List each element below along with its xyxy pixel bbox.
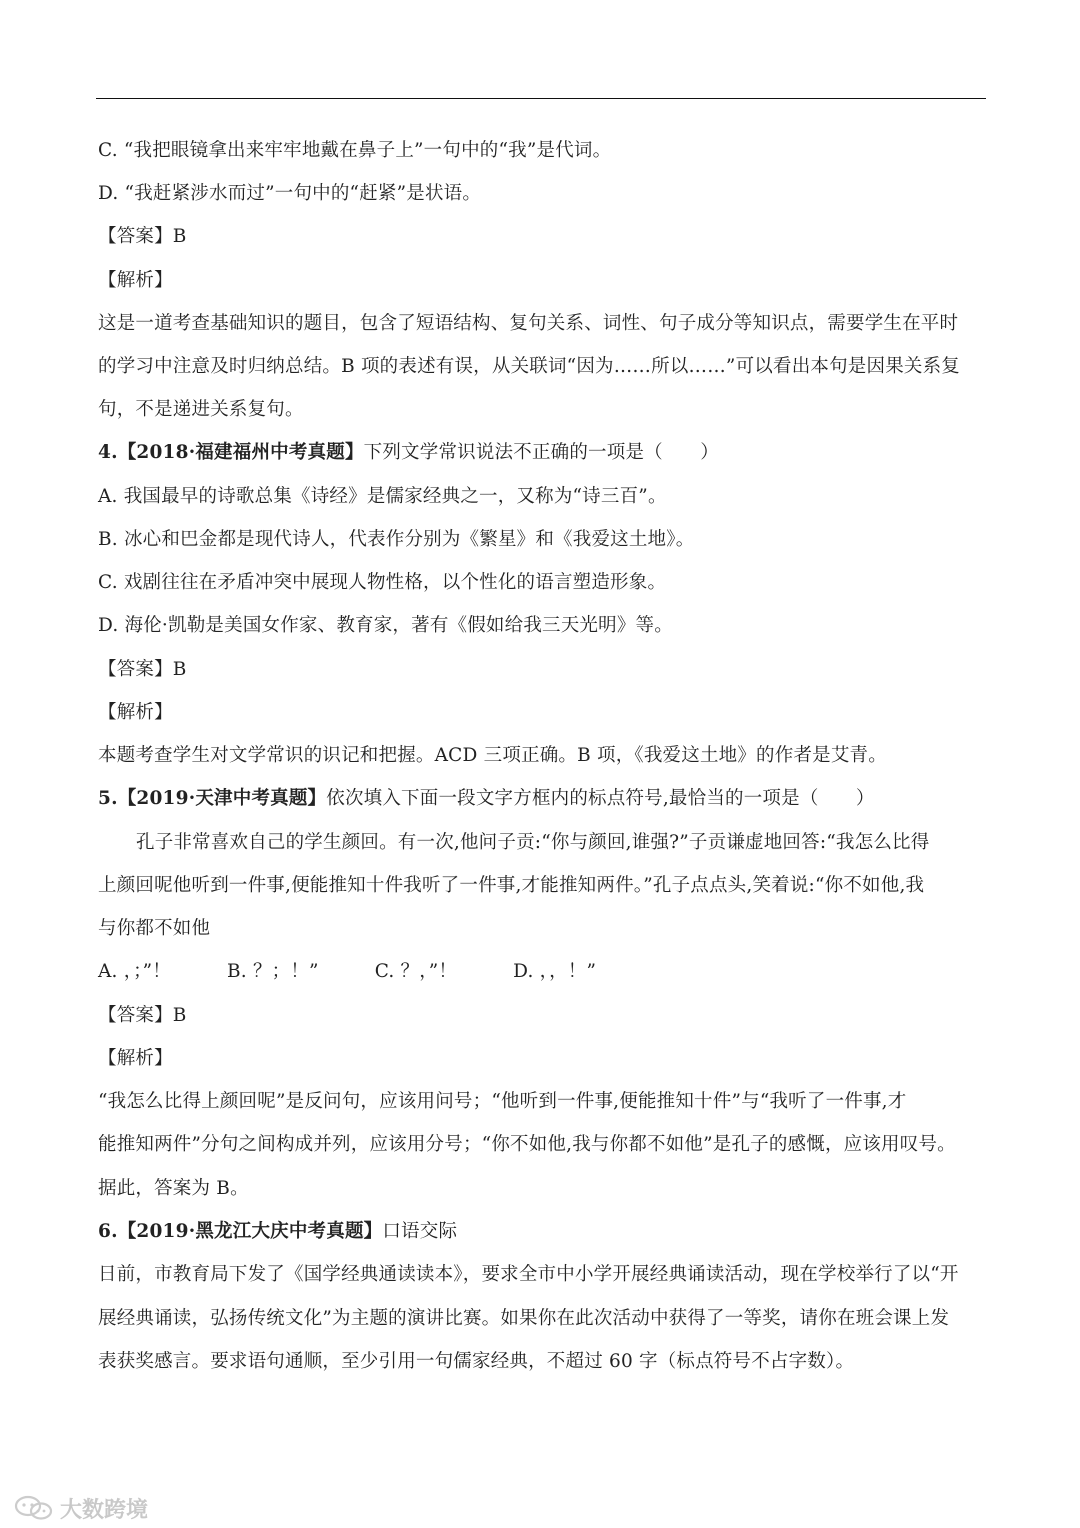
analysis-text-line: 本题考查学生对文学常识的识记和把握。ACD 三项正确。B 项，《我爱这土地》的作者是艾青。 xyxy=(98,745,887,766)
question-4-source: 4.【2018·福建福州中考真题】 xyxy=(98,442,364,463)
option-d-line: D. “我赶紧涉水而过”一句中的“赶紧”是状语。 xyxy=(98,183,482,204)
question-text-line: 日前，市教育局下发了《国学经典通读读本》，要求全市中小学开展经典诵读活动，现在学校举行了以“开 xyxy=(98,1264,959,1285)
analysis-text-line: “我怎么比得上颜回呢”是反问句，应该用问号；“他听到一件事,便能推知十件”与“我听了一件事,才 xyxy=(98,1091,907,1112)
wechat-logo-icon xyxy=(14,1495,54,1521)
option-c-line: C. “我把眼镜拿出来牢牢地戴在鼻子上”一句中的“我”是代词。 xyxy=(98,140,612,161)
option-c: C. ？，”！ xyxy=(374,961,458,982)
question-5-prompt: 依次填入下面一段文字方框内的标点符号,最恰当的一项是（ ） xyxy=(326,788,875,809)
question-4-prompt: 下列文学常识说法不正确的一项是（ ） xyxy=(363,442,719,463)
answer-label: 【答案】B xyxy=(98,1005,187,1026)
passage-line: 上颜回呢他听到一件事,便能推知十件我听了一件事,才能推知两件。”孔子点点头,笑着说:“你不如他,我 xyxy=(98,875,925,896)
analysis-text-line: 据此，答案为 B。 xyxy=(98,1178,249,1199)
analysis-label: 【解析】 xyxy=(98,1048,173,1069)
passage-line: 孔子非常喜欢自己的学生颜回。有一次,他问子贡:“你与颜回,谁强?”子贡谦虚地回答:“我怎么比得 xyxy=(136,832,930,853)
option-d-line: D. 海伦·凯勒是美国女作家、教育家，著有《假如给我三天光明》等。 xyxy=(98,615,673,636)
analysis-label: 【解析】 xyxy=(98,702,173,723)
answer-label: 【答案】B xyxy=(98,226,187,247)
watermark xyxy=(14,1490,148,1526)
question-6-source: 6.【2019·黑龙江大庆中考真题】 xyxy=(98,1221,383,1242)
analysis-text-line: 这是一道考查基础知识的题目，包含了短语结构、复句关系、词性、句子成分等知识点，需要学生在平时 xyxy=(98,313,959,334)
watermark-text: 大数跨境 xyxy=(60,1497,149,1523)
option-c-line: C. 戏剧往往在矛盾冲突中展现人物性格，以个性化的语言塑造形象。 xyxy=(98,572,667,593)
analysis-text-line: 句，不是递进关系复句。 xyxy=(98,399,304,420)
question-5-heading xyxy=(98,785,988,813)
question-text-line: 展经典诵读，弘扬传统文化”为主题的演讲比赛。如果你在此次活动中获得了一等奖，请你在班会课上发 xyxy=(98,1308,950,1329)
passage-line: 与你都不如他 xyxy=(98,918,211,939)
answer-label: 【答案】B xyxy=(98,659,187,680)
question-4-heading xyxy=(98,439,988,467)
options-row xyxy=(98,958,988,986)
question-5-source: 5.【2019·天津中考真题】 xyxy=(98,788,327,809)
question-text-line: 表获奖感言。要求语句通顺，至少引用一句儒家经典，不超过 60 字（标点符号不占字数）。 xyxy=(98,1351,855,1372)
header-rule xyxy=(96,98,986,99)
question-6-prompt: 口语交际 xyxy=(382,1221,458,1242)
option-b: B. ？；！” xyxy=(226,961,319,982)
analysis-text-line: 的学习中注意及时归纳总结。B 项的表述有误，从关联词“因为……所以……”可以看出本句是因果关系复 xyxy=(98,356,960,377)
analysis-label: 【解析】 xyxy=(98,270,173,291)
option-b-line: B. 冰心和巴金都是现代诗人，代表作分别为《繁星》和《我爱这土地》。 xyxy=(98,529,695,550)
option-a: A. ，；”！ xyxy=(98,961,171,982)
question-6-heading xyxy=(98,1218,988,1246)
analysis-text-line: 能推知两件”分句之间构成并列，应该用分号；“你不如他,我与你都不如他”是孔子的感慨，应该用叹号。 xyxy=(98,1134,956,1155)
option-a-line: A. 我国最早的诗歌总集《诗经》是儒家经典之一，又称为“诗三百”。 xyxy=(98,486,667,507)
option-d: D. ，，！” xyxy=(513,961,597,982)
